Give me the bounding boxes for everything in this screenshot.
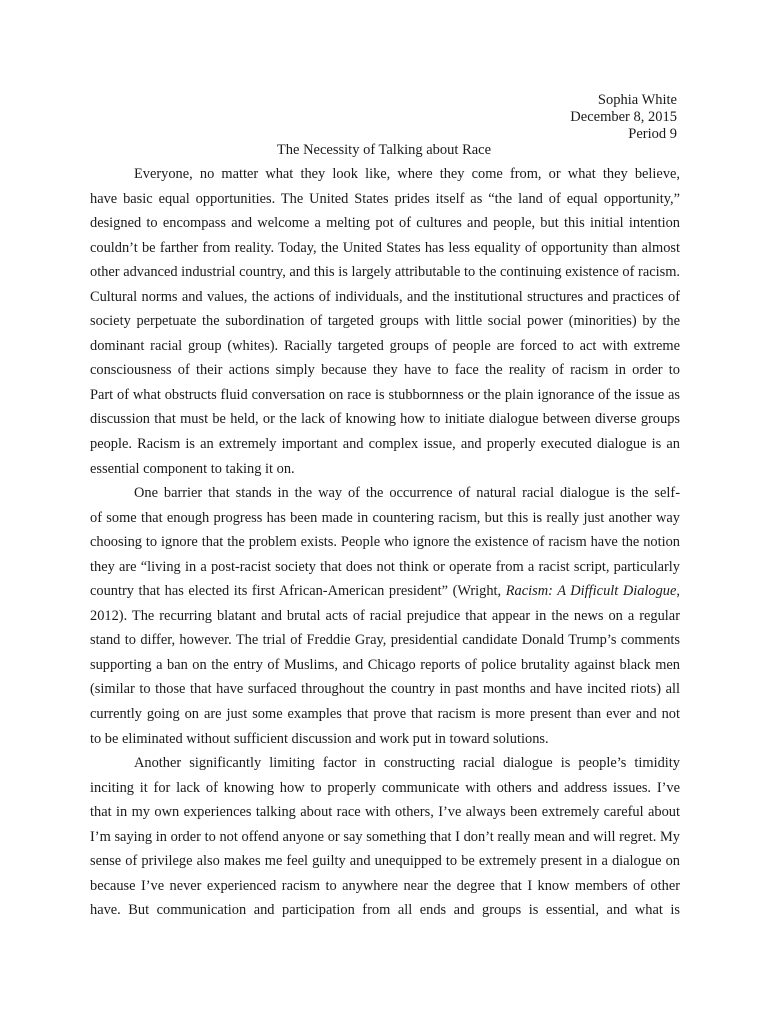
essay-line-text: country that has elected its first African-American president” (Wright, xyxy=(90,583,506,600)
essay-line-text: essential component to taking it on. xyxy=(90,460,295,477)
essay-line-text: dominant racial group (whites). Racially targeted groups of people are forced to act with extreme xyxy=(90,337,680,354)
essay-line-text: other advanced industrial country, and this is largely attributable to the continuing existence of racism. xyxy=(90,264,680,281)
class-period: Period 9 xyxy=(628,126,677,142)
essay-line-text: to be eliminated without sufficient discussion and work put in toward solutions. xyxy=(90,730,549,747)
essay-line-text: society perpetuate the subordination of targeted groups with little social power (minorities) by the xyxy=(90,313,680,330)
document-date: December 8, 2015 xyxy=(570,109,677,125)
essay-line-text: 2012). The recurring blatant and brutal acts of racial prejudice that appear in the news on a regular xyxy=(90,607,680,624)
essay-line-text: consciousness of their actions simply because they have to face the reality of racism in order to xyxy=(90,362,680,379)
essay-line xyxy=(90,849,680,874)
essay-line xyxy=(90,187,680,212)
essay-line xyxy=(90,628,680,653)
essay-line-text: Part of what obstructs fluid conversation on race is stubbornness or the plain ignorance of the issue as xyxy=(90,386,680,403)
essay-line-text: supporting a ban on the entry of Muslims, and Chicago reports of police brutality against black men xyxy=(90,656,680,673)
essay-line-text: inciting it for lack of knowing how to properly communicate with others and address issues. I’ve xyxy=(90,779,680,796)
essay-line xyxy=(90,898,680,923)
essay-line-text: Everyone, no matter what they look like, where they come from, or what they believe, xyxy=(134,166,680,182)
essay-line-text: that in my own experiences talking about race with others, I’ve always been extremely careful about xyxy=(90,804,680,821)
essay-line xyxy=(90,383,680,408)
essay-line xyxy=(90,260,680,285)
citation-title: Racism: A Difficult Dialogue xyxy=(505,583,677,600)
essay-line-text: have basic equal opportunities. The United States prides itself as “the land of equal opportunity,” xyxy=(90,190,680,207)
essay-line xyxy=(90,407,680,432)
essay-line xyxy=(90,677,680,702)
essay-line xyxy=(90,530,680,555)
essay-line xyxy=(90,309,680,334)
essay-line-text: Another significantly limiting factor in constructing racial dialogue is people’s timidity xyxy=(134,755,680,772)
essay-line-text: discussion that must be held, or the lack of knowing how to initiate dialogue between diverse groups xyxy=(90,411,680,428)
essay-line xyxy=(90,825,680,850)
essay-line-text: sense of privilege also makes me feel guilty and unequipped to be extremely present in a dialogue on xyxy=(90,853,680,870)
author-name: Sophia White xyxy=(597,92,677,108)
essay-line xyxy=(90,727,680,752)
essay-line xyxy=(90,481,680,506)
essay-line xyxy=(90,236,680,261)
essay-line xyxy=(90,211,680,236)
essay-line xyxy=(90,358,680,383)
essay-line-text: of some that enough progress has been made in countering racism, but this is really just another way xyxy=(90,509,680,526)
essay-line xyxy=(90,800,680,825)
essay-line-text: choosing to ignore that the problem exists. People who ignore the existence of racism have the notion xyxy=(90,534,680,551)
essay-line-text: couldn’t be farther from reality. Today, the United States has less equality of opportunity than almost xyxy=(90,239,680,256)
essay-line xyxy=(90,334,680,359)
essay-line xyxy=(90,874,680,899)
essay-line xyxy=(90,162,680,187)
essay-line xyxy=(90,579,680,604)
document-title: The Necessity of Talking about Race xyxy=(276,142,492,158)
essay-line-text: , xyxy=(676,583,680,600)
essay-line-text: currently going on are just some examples that prove that racism is more present than ever and not xyxy=(90,706,680,723)
essay-line-text: I’m saying in order to not offend anyone or say something that I don’t really mean and will regret. My xyxy=(90,828,680,845)
essay-line xyxy=(90,432,680,457)
essay-line-text: designed to encompass and welcome a melting pot of cultures and people, but this initial intention xyxy=(90,215,680,232)
essay-line xyxy=(90,702,680,727)
essay-line xyxy=(90,457,680,482)
essay-line xyxy=(90,653,680,678)
essay-line-text: stand to differ, however. The trial of Freddie Gray, presidential candidate Donald Trump’s comments xyxy=(90,632,680,649)
essay-line xyxy=(90,555,680,580)
essay-line xyxy=(90,776,680,801)
essay-line xyxy=(90,751,680,776)
essay-line xyxy=(90,604,680,629)
essay-body xyxy=(90,162,680,923)
essay-line-text: One barrier that stands in the way of the occurrence of natural racial dialogue is the self- xyxy=(134,485,680,502)
essay-line-text: Cultural norms and values, the actions of individuals, and the institutional structures and practices of xyxy=(90,288,680,305)
essay-line-text: (similar to those that have surfaced throughout the country in past months and have incited riots) all xyxy=(90,681,680,698)
essay-line-text: people. Racism is an extremely important and complex issue, and properly executed dialogue is an xyxy=(90,436,680,453)
essay-line xyxy=(90,285,680,310)
essay-line xyxy=(90,506,680,531)
essay-line-text: because I’ve never experienced racism to anywhere near the degree that I know members of other xyxy=(90,877,680,894)
essay-line-text: have. But communication and participation from all ends and groups is essential, and what is xyxy=(90,902,680,919)
header-block xyxy=(570,92,677,143)
essay-line-text: they are “living in a post-racist society that does not think or operate from a racist script, particularly xyxy=(90,558,680,575)
